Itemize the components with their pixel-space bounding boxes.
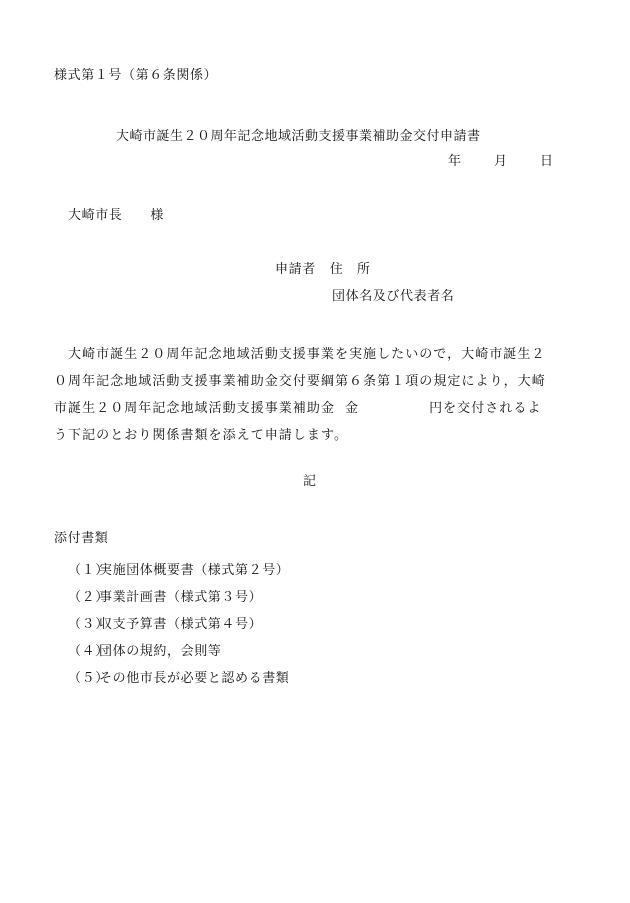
document-title: 大崎市誕生２０周年記念地域活動支援事業補助金交付申請書 xyxy=(116,129,481,144)
attachments-list xyxy=(68,557,289,692)
date-line xyxy=(448,154,554,170)
attachment-number: （４） xyxy=(68,644,109,659)
attachment-text: 収支予算書（様式第４号） xyxy=(99,617,263,632)
form-number: 様式第１号（第６条関係） xyxy=(54,68,218,83)
attachment-number: （１） xyxy=(68,563,109,578)
body-line-3-text: 市誕生２０周年記念地域活動支援事業補助金 xyxy=(54,401,336,416)
attachment-number: （３） xyxy=(68,617,109,632)
amount-label: 金 xyxy=(345,401,360,416)
address-label: 住 所 xyxy=(329,262,371,277)
attachment-item xyxy=(68,557,289,584)
attachment-item xyxy=(68,584,289,611)
attachment-text: その他市長が必要と認める書類 xyxy=(99,671,290,686)
body-line-3 xyxy=(54,395,582,422)
ki-marker: 記 xyxy=(303,474,317,489)
application-body xyxy=(54,341,582,449)
body-line-3-tail: 円を交付されるよ xyxy=(429,401,542,416)
addressee-name: 大崎市長 xyxy=(68,208,123,223)
addressee-suffix: 様 xyxy=(150,208,165,223)
attachment-text: 事業計画書（様式第３号） xyxy=(99,590,263,605)
body-line-4: う下記のとおり関係書類を添えて申請します。 xyxy=(54,428,349,443)
body-line-2: ０周年記念地域活動支援事業補助金交付要綱第６条第１項の規定により，大崎 xyxy=(54,374,546,389)
attachments-heading: 添付書類 xyxy=(54,531,109,546)
attachment-item xyxy=(68,665,289,692)
applicant-address-line xyxy=(275,262,371,278)
date-year-label: 年 xyxy=(448,154,462,169)
applicant-label: 申請者 xyxy=(275,262,316,277)
body-line-1: 大崎市誕生２０周年記念地域活動支援事業を実施したいので，大崎市誕生２ xyxy=(68,347,546,362)
attachment-item xyxy=(68,638,289,665)
attachment-number: （５） xyxy=(68,671,109,686)
attachment-number: （２） xyxy=(68,590,109,605)
applicant-name-label: 団体名及び代表者名 xyxy=(332,289,455,304)
attachment-item xyxy=(68,611,289,638)
date-month-label: 月 xyxy=(494,154,508,169)
addressee xyxy=(68,208,164,224)
attachment-text: 団体の規約，会則等 xyxy=(99,644,222,659)
date-day-label: 日 xyxy=(540,154,554,169)
attachment-text: 実施団体概要書（様式第２号） xyxy=(99,563,290,578)
